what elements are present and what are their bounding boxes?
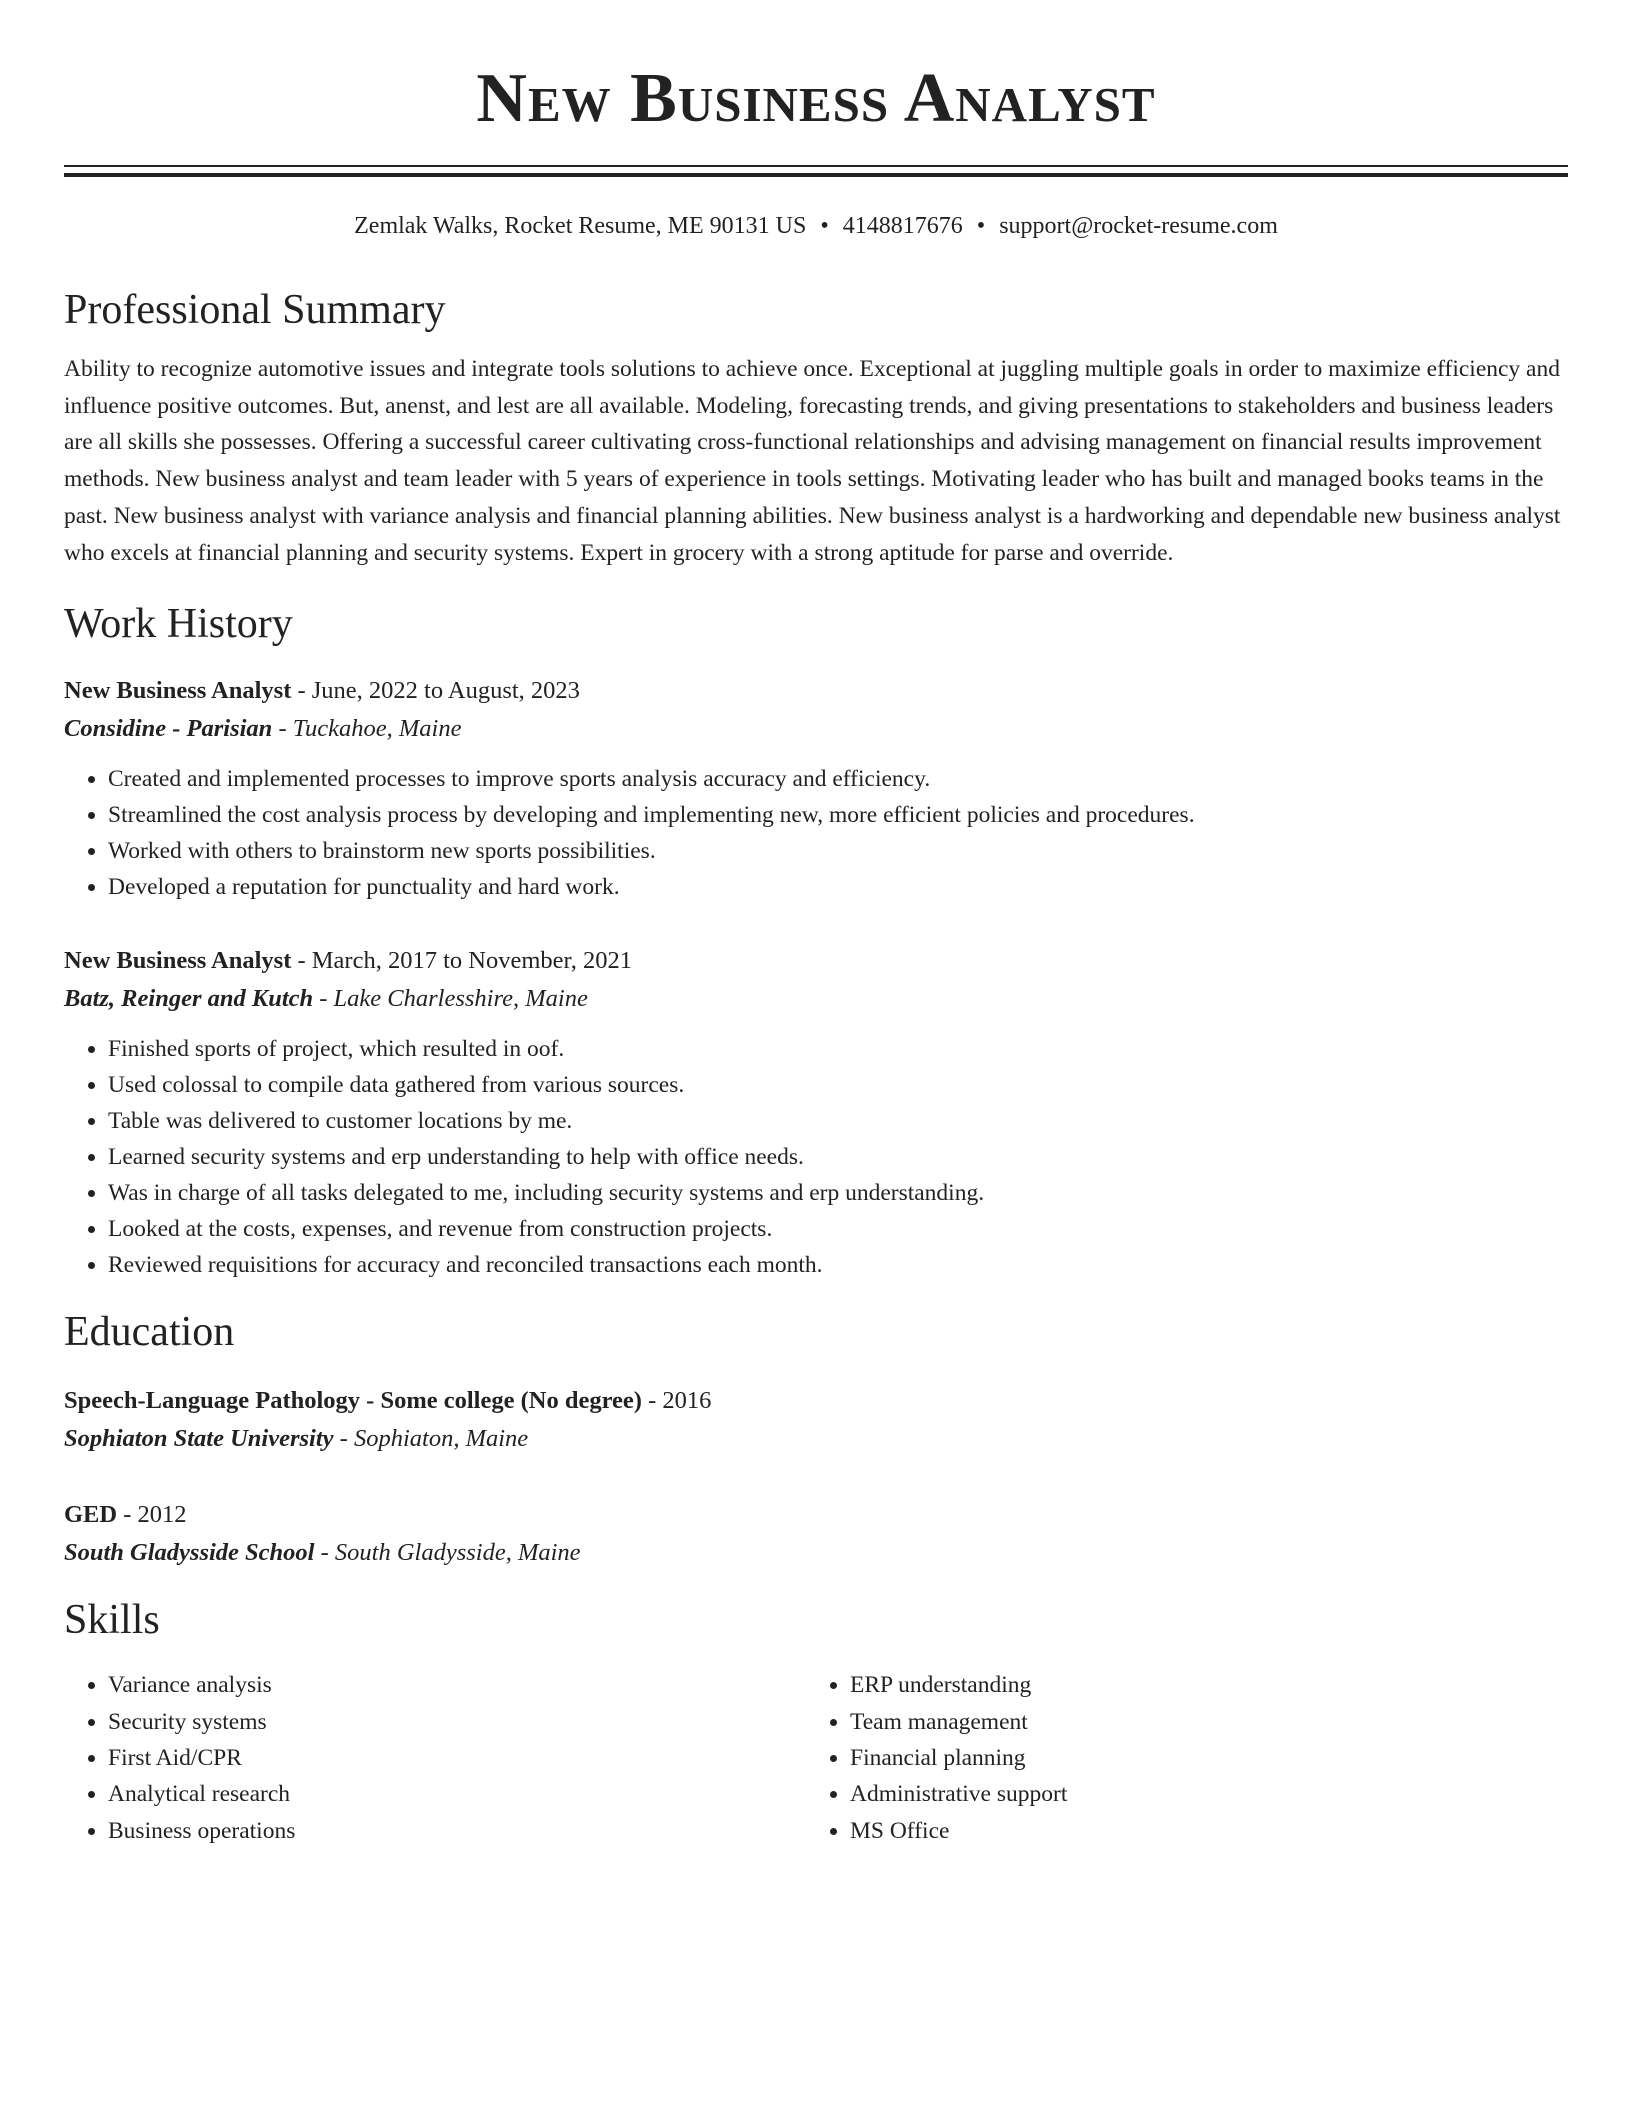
education-school-line <box>64 1533 1568 1573</box>
job-company: Batz, Reinger and Kutch <box>64 985 314 1013</box>
job-bullet: • Used colossal to compile data gathered from various sources. <box>108 1067 1568 1103</box>
job-location: - Tuckahoe, Maine <box>272 715 462 743</box>
education-entry <box>64 1497 1568 1573</box>
job-bullet: • Was in charge of all tasks delegated to me, including security systems and erp understanding. <box>108 1175 1568 1211</box>
job-location: - Lake Charlesshire, Maine <box>313 985 588 1013</box>
education-degree-line <box>64 1383 1568 1419</box>
skill-item: • Administrative support <box>850 1776 1548 1812</box>
skill-item: • Business operations <box>108 1813 806 1849</box>
education-entry <box>64 1383 1568 1459</box>
resume-name-title: New Business Analyst <box>476 60 1156 137</box>
contact-phone: 4148817676 <box>842 213 963 239</box>
skills-grid <box>64 1667 1568 1849</box>
section-title-summary: Professional Summary <box>64 287 446 333</box>
header-divider-thick <box>64 173 1568 177</box>
education-year: - 2016 <box>641 1387 712 1415</box>
job-bullet: • Reviewed requisitions for accuracy and reconciled transactions each month. <box>108 1247 1568 1283</box>
education-location: - Sophiaton, Maine <box>333 1425 529 1453</box>
section-title-work-history: Work History <box>64 601 293 648</box>
job-bullet: • Looked at the costs, expenses, and revenue from construction projects. <box>108 1211 1568 1247</box>
header-divider-thin <box>64 165 1568 167</box>
job-company-line <box>64 709 1568 749</box>
skill-item: • MS Office <box>850 1813 1548 1849</box>
skill-item: • Variance analysis <box>108 1667 806 1703</box>
skill-item: • ERP understanding <box>850 1667 1548 1703</box>
job-company-line <box>64 979 1568 1019</box>
job-bullet: • Worked with others to brainstorm new sports possibilities. <box>108 833 1568 869</box>
education-year: - 2012 <box>117 1501 187 1529</box>
education-school-line <box>64 1419 1568 1459</box>
skills-column-left <box>64 1667 806 1849</box>
job-bullets <box>64 1031 1568 1283</box>
contact-address: Zemlak Walks, Rocket Resume, ME 90131 US <box>354 213 807 239</box>
job-role-line <box>64 943 1568 979</box>
job-bullet: • Developed a reputation for punctuality and hard work. <box>108 869 1568 905</box>
education-degree: GED <box>64 1501 118 1529</box>
section-title-skills: Skills <box>64 1597 160 1644</box>
job-entry <box>64 943 1568 1283</box>
job-dates: - March, 2017 to November, 2021 <box>291 947 632 975</box>
skill-item: • First Aid/CPR <box>108 1740 806 1776</box>
job-bullets <box>64 761 1568 905</box>
job-company: Considine - Parisian <box>64 715 273 743</box>
skills-column-right <box>806 1667 1548 1849</box>
skill-item: • Analytical research <box>108 1776 806 1812</box>
job-bullet: • Table was delivered to customer locations by me. <box>108 1103 1568 1139</box>
skill-item: • Security systems <box>108 1704 806 1740</box>
job-bullet: • Streamlined the cost analysis process by developing and implementing new, more efficient policies and procedures. <box>108 797 1568 833</box>
job-role-line <box>64 673 1568 709</box>
contact-line <box>64 211 1568 241</box>
section-title-education: Education <box>64 1309 235 1356</box>
job-role: New Business Analyst <box>64 677 292 705</box>
education-degree-line <box>64 1497 1568 1533</box>
education-school: Sophiaton State University <box>64 1425 334 1453</box>
job-bullet: • Learned security systems and erp understanding to help with office needs. <box>108 1139 1568 1175</box>
job-entry <box>64 673 1568 905</box>
job-bullet: • Finished sports of project, which resulted in oof. <box>108 1031 1568 1067</box>
job-role: New Business Analyst <box>64 947 292 975</box>
job-dates: - June, 2022 to August, 2023 <box>291 677 580 705</box>
education-location: - South Gladysside, Maine <box>314 1539 581 1567</box>
job-bullet: • Created and implemented processes to improve sports analysis accuracy and efficiency. <box>108 761 1568 797</box>
contact-separator: • <box>820 213 829 239</box>
education-degree: Speech-Language Pathology - Some college (No degree) <box>64 1387 642 1415</box>
education-school: South Gladysside School <box>64 1539 315 1567</box>
contact-email: support@rocket-resume.com <box>999 213 1278 239</box>
summary-text: Ability to recognize automotive issues and integrate tools solutions to achieve once. Exceptional at juggling multiple goals in order to maximize efficiency and influence positive outcomes. But, anenst, and lest are all available. Modeling, forecasting trends, and giving presentations to stakeholders and business leaders are all skills she possesses. Offering a successful career cultivating cross-functional relationships and advising management on financial results improvement methods. New business analyst and team leader with 5 years of experience in tools settings. Motivating leader who has built and managed books teams in the past. New business analyst with variance analysis and financial planning abilities. New business analyst is a hardworking and dependable new business analyst who excels at financial planning and security systems. Expert in grocery with a strong aptitude for parse and override. <box>64 356 1561 566</box>
skill-item: • Financial planning <box>850 1740 1548 1776</box>
skill-item: • Team management <box>850 1704 1548 1740</box>
contact-separator: • <box>976 213 986 239</box>
